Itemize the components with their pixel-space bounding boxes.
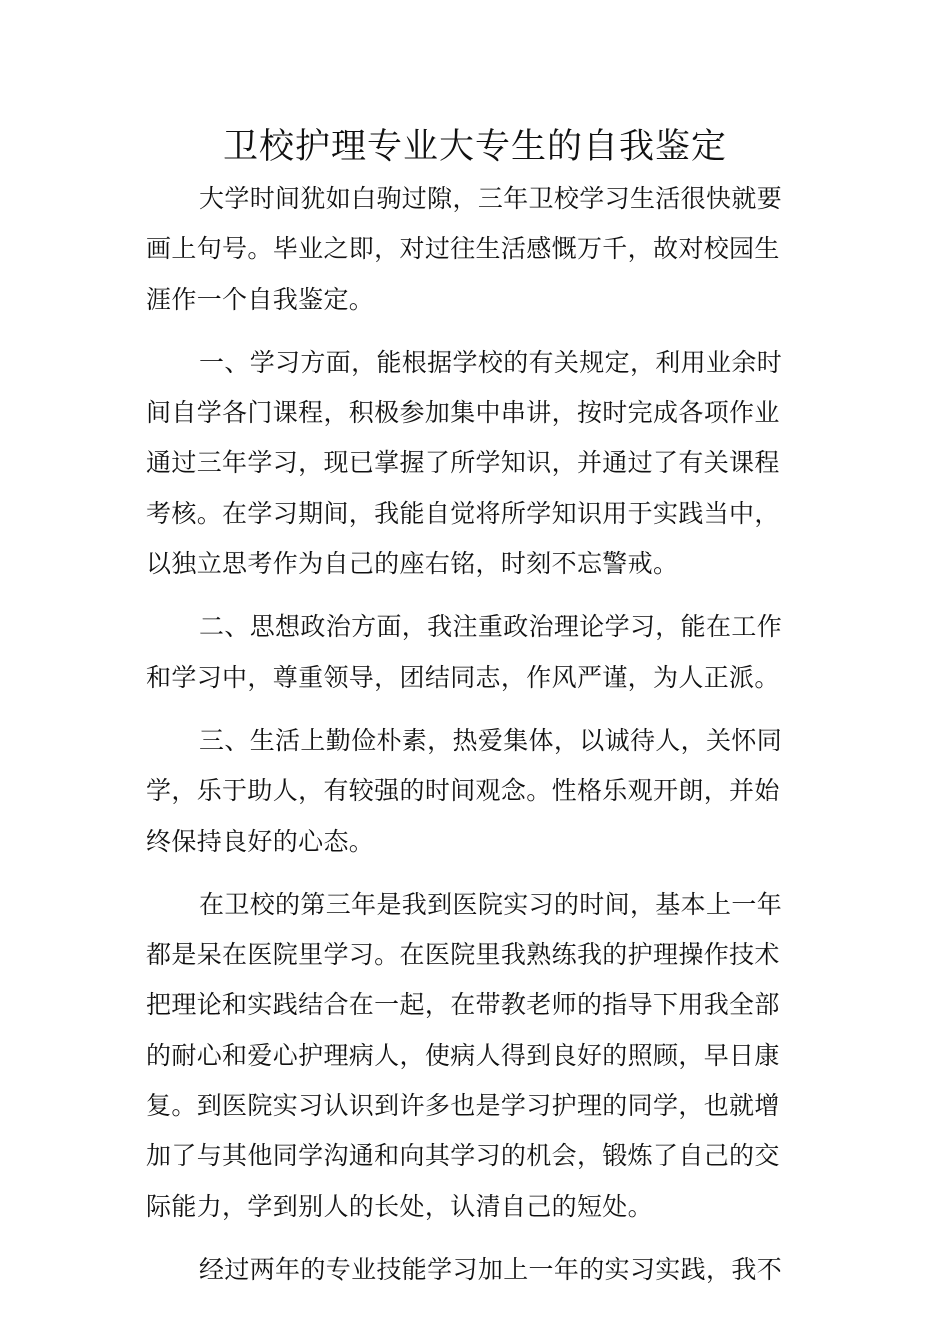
paragraph-line: 复。到医院实习认识到许多也是学习护理的同学，也就增: [146, 1091, 780, 1121]
paragraph-line: 画上句号。毕业之即，对过往生活感慨万千，故对校园生: [146, 234, 780, 264]
paragraph-line: 考核。在学习期间，我能自觉将所学知识用于实践当中，: [146, 498, 780, 528]
paragraph-line: 大学时间犹如白驹过隙，三年卫校学习生活很快就要: [199, 184, 783, 213]
paragraph-ideology: [146, 602, 812, 703]
paragraph-line: 际能力，学到别人的长处，认清自己的短处。: [146, 1191, 654, 1221]
paragraph-line: 加了与其他同学沟通和向其学习的机会，锻炼了自己的交: [146, 1141, 780, 1171]
paragraph-line: 经过两年的专业技能学习加上一年的实习实践，我不: [199, 1254, 783, 1284]
paragraph-line: 学，乐于助人，有较强的时间观念。性格乐观开朗，并始: [146, 776, 780, 806]
paragraph-internship: [146, 880, 812, 1232]
document-body: [146, 174, 812, 1295]
paragraph-line: 涯作一个自我鉴定。: [146, 284, 375, 314]
paragraph-life: [146, 716, 812, 867]
paragraph-conclusion: [146, 1245, 812, 1295]
paragraph-line: 三、生活上勤俭朴素，热爱集体，以诚待人，关怀同: [199, 725, 783, 755]
paragraph-study: [146, 338, 812, 589]
paragraph-line: 通过三年学习，现已掌握了所学知识，并通过了有关课程: [146, 448, 780, 478]
paragraph-line: 二、思想政治方面，我注重政治理论学习，能在工作: [199, 612, 783, 642]
paragraph-line: 的耐心和爱心护理病人，使病人得到良好的照顾，早日康: [146, 1040, 780, 1070]
paragraph-line: 把理论和实践结合在一起，在带教老师的指导下用我全部: [146, 990, 780, 1020]
paragraph-line: 和学习中，尊重领导，团结同志，作风严谨，为人正派。: [146, 662, 780, 692]
paragraph-line: 都是呆在医院里学习。在医院里我熟练我的护理操作技术: [146, 940, 780, 970]
paragraph-line: 终保持良好的心态。: [146, 826, 375, 856]
paragraph-line: 一、学习方面，能根据学校的有关规定，利用业余时: [199, 347, 783, 377]
paragraph-line: 在卫校的第三年是我到医院实习的时间，基本上一年: [199, 889, 783, 919]
document-title: 卫校护理专业大专生的自我鉴定: [222, 127, 727, 167]
paragraph-line: 间自学各门课程，积极参加集中串讲，按时完成各项作业: [146, 398, 780, 428]
paragraph-line: 以独立思考作为自己的座右铭，时刻不忘警戒。: [146, 549, 679, 579]
paragraph-intro: [146, 174, 812, 325]
